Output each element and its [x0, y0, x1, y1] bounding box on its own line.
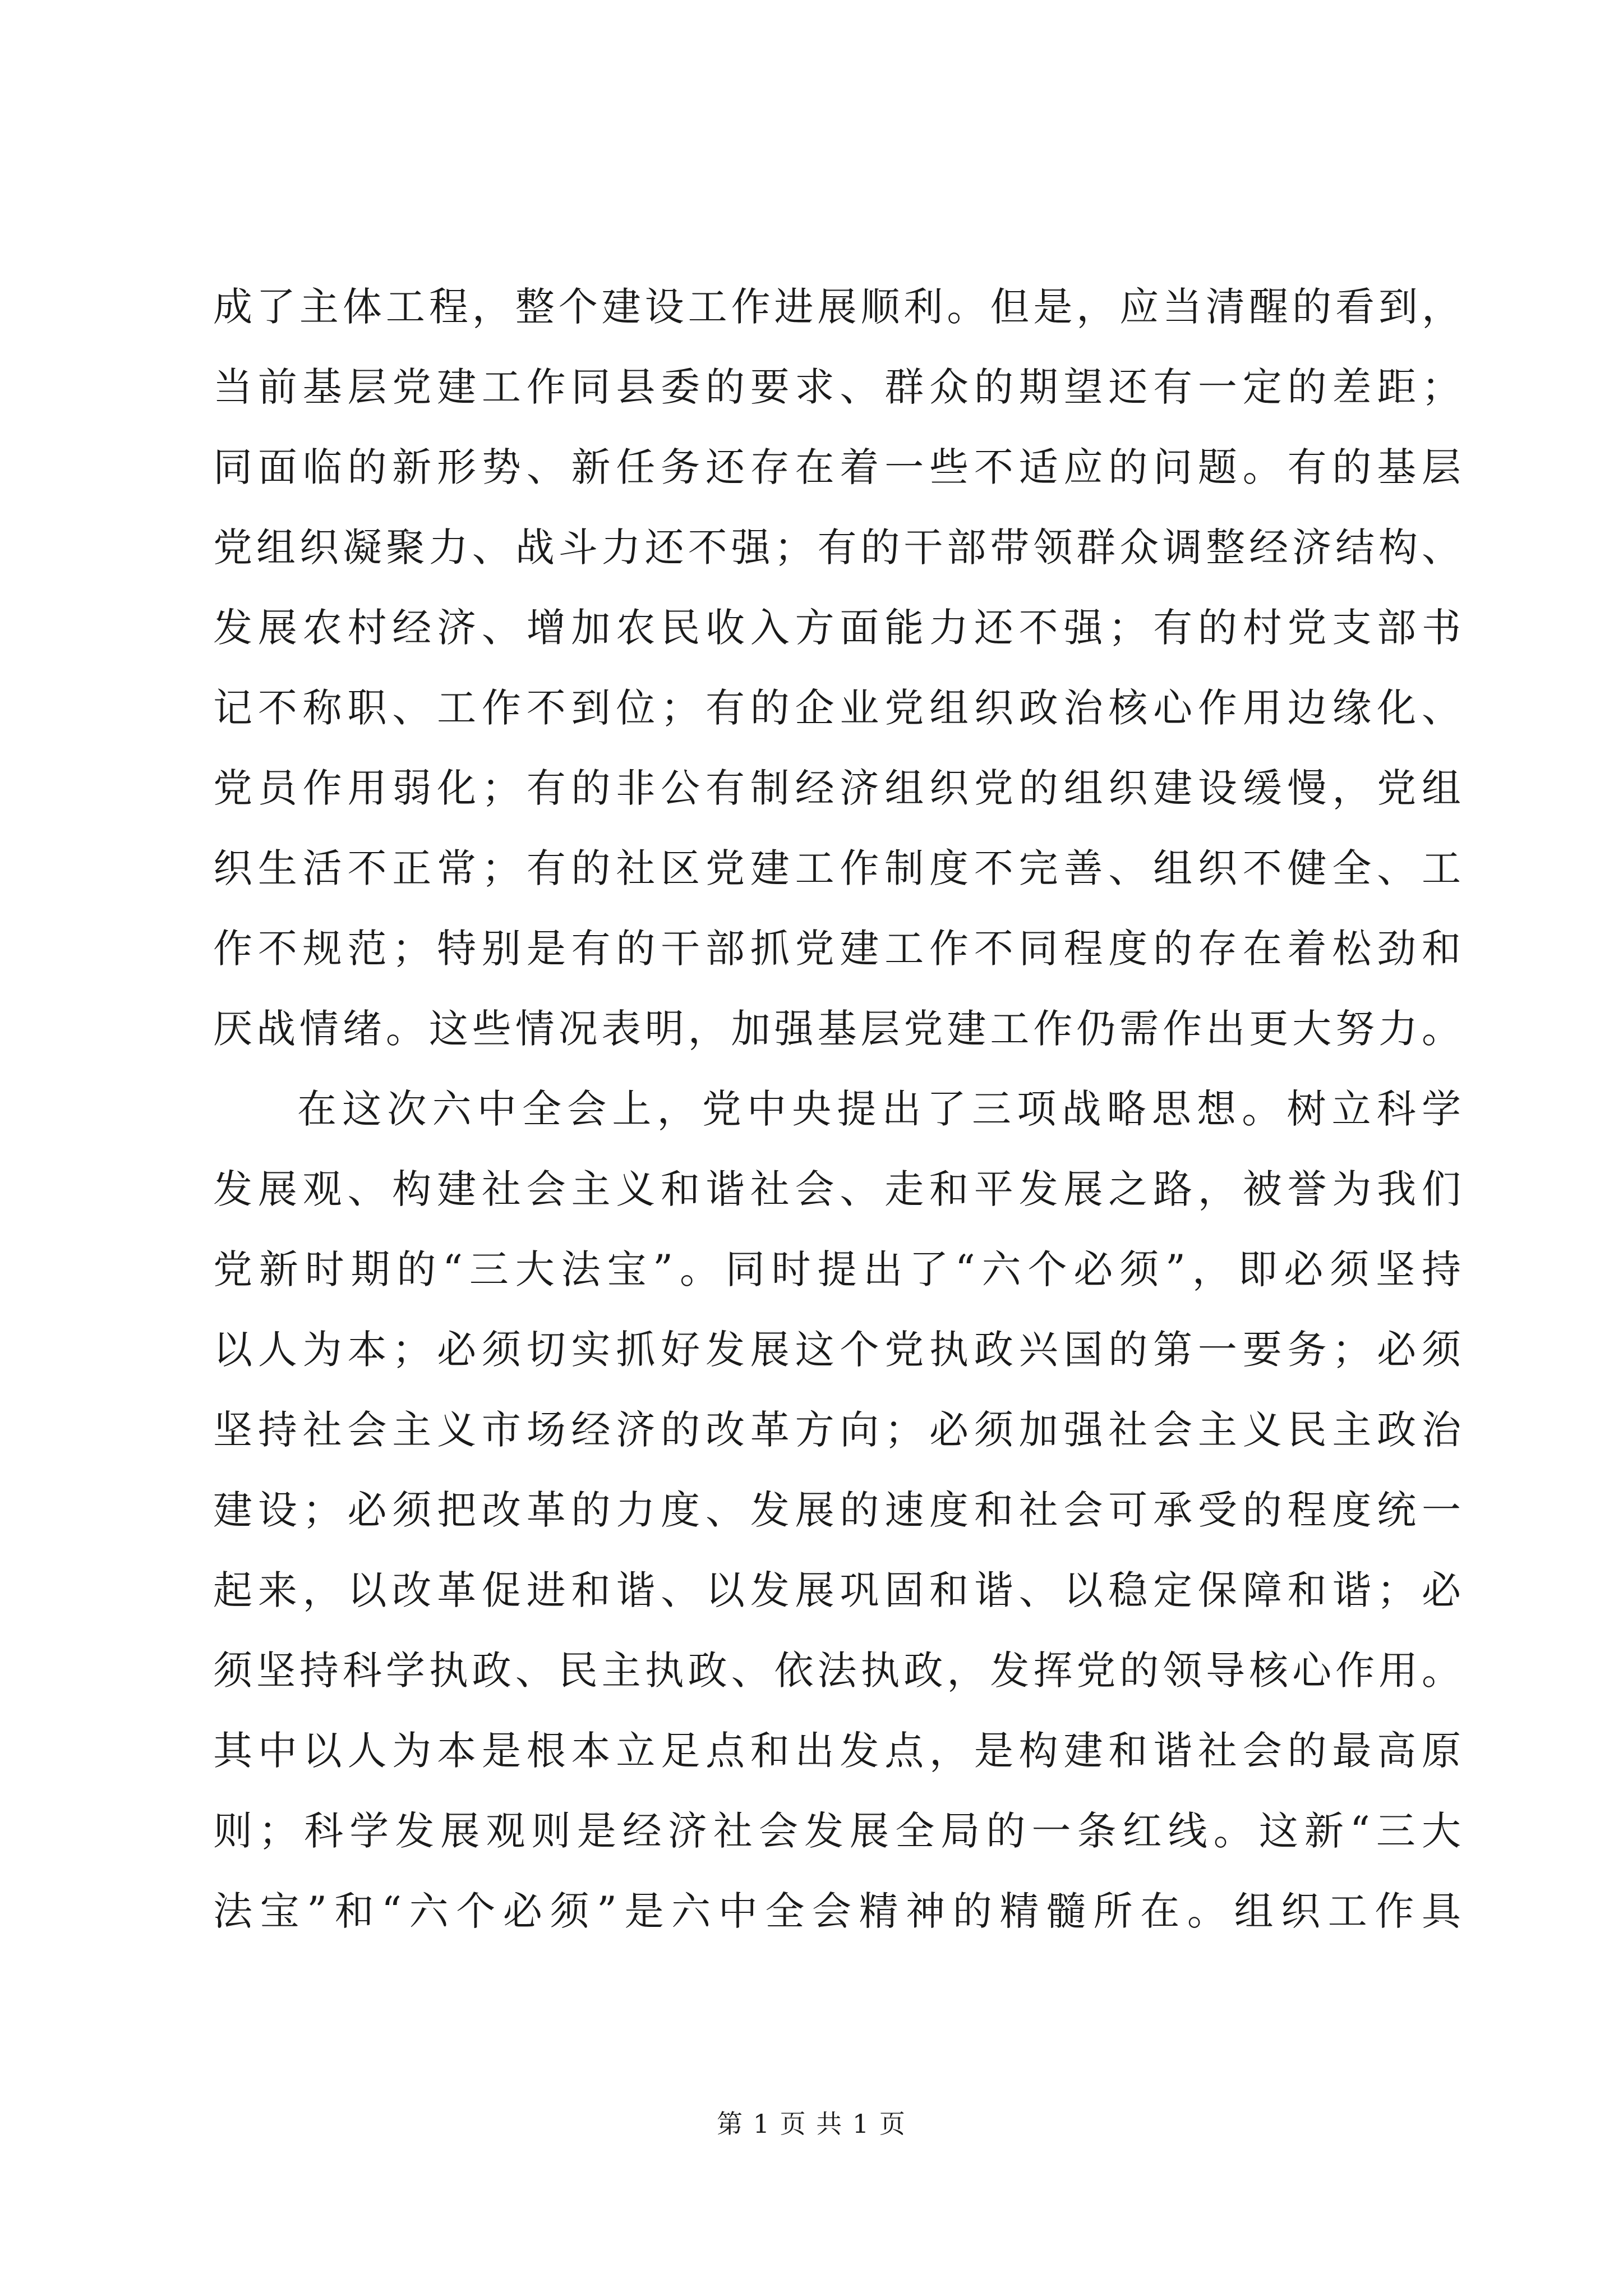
text-line: 织生活不正常；有的社区党建工作制度不完善、组织不健全、工	[213, 845, 1464, 891]
text-line: 建设；必须把改革的力度、发展的速度和社会可承受的程度统一	[213, 1487, 1464, 1533]
page-number-footer: 第 1 页 共 1 页	[717, 2109, 906, 2139]
text-line: 起来，以改革促进和谐、以发展巩固和谐、以稳定保障和谐；必	[213, 1567, 1464, 1613]
text-line: 其中以人为本是根本立足点和出发点，是构建和谐社会的最高原	[213, 1728, 1464, 1774]
text-line: 作不规范；特别是有的干部抓党建工作不同程度的存在着松劲和	[213, 926, 1464, 972]
text-line: 党组织凝聚力、战斗力还不强；有的干部带领群众调整经济结构、	[213, 524, 1464, 570]
text-line: 坚持社会主义市场经济的改革方向；必须加强社会主义民主政治	[213, 1407, 1464, 1453]
text-line: 党员作用弱化；有的非公有制经济组织党的组织建设缓慢，党组	[213, 765, 1464, 811]
text-line: 以人为本；必须切实抓好发展这个党执政兴国的第一要务；必须	[213, 1327, 1464, 1373]
text-line: 发展观、构建社会主义和谐社会、走和平发展之路，被誉为我们	[213, 1166, 1464, 1212]
text-line: 同面临的新形势、新任务还存在着一些不适应的问题。有的基层	[213, 444, 1464, 490]
document-body	[213, 267, 1464, 1952]
text-line: 党新时期的“三大法宝”。同时提出了“六个必须”，即必须坚持	[213, 1246, 1464, 1292]
text-line: 须坚持科学执政、民主执政、依法执政，发挥党的领导核心作用。	[213, 1648, 1464, 1694]
paragraph-first-line: 在这次六中全会上，党中央提出了三项战略思想。树立科学	[297, 1086, 1464, 1132]
text-line: 法宝”和“六个必须”是六中全会精神的精髓所在。组织工作具	[213, 1888, 1464, 1934]
text-line: 记不称职、工作不到位；有的企业党组织政治核心作用边缘化、	[213, 685, 1464, 731]
text-line: 厌战情绪。这些情况表明，加强基层党建工作仍需作出更大努力。	[213, 1006, 1464, 1052]
text-line: 当前基层党建工作同县委的要求、群众的期望还有一定的差距；	[213, 364, 1464, 410]
text-line: 则；科学发展观则是经济社会发展全局的一条红线。这新“三大	[213, 1808, 1464, 1854]
text-line: 发展农村经济、增加农民收入方面能力还不强；有的村党支部书	[213, 605, 1464, 651]
text-line: 成了主体工程，整个建设工作进展顺利。但是，应当清醒的看到，	[213, 284, 1464, 330]
